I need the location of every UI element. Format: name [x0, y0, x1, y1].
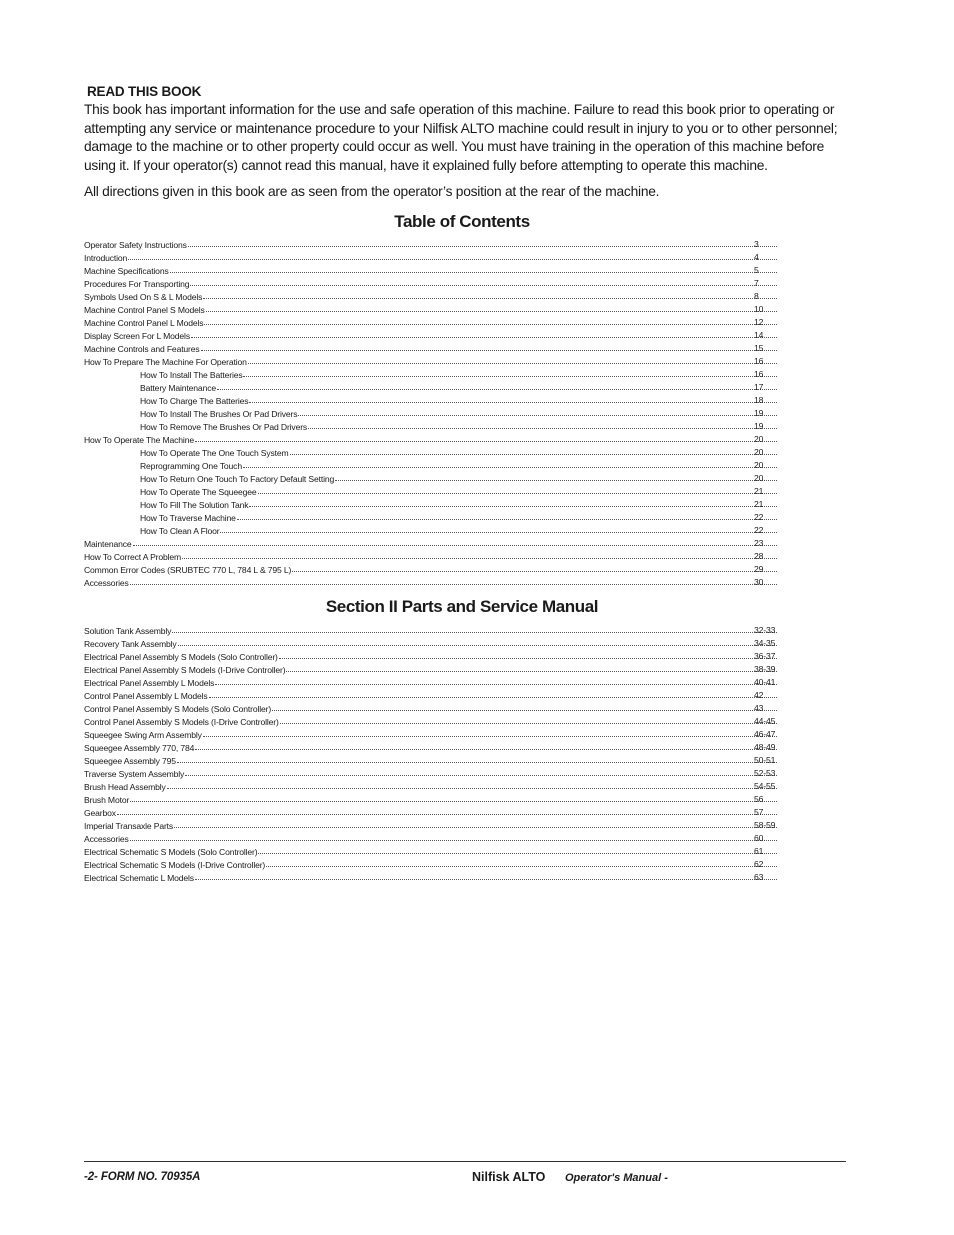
toc-entry-page-number: 22: [754, 511, 764, 522]
toc-entry-label: How To Operate The Machine: [84, 434, 194, 445]
toc-entry-page-number: 15: [754, 342, 764, 353]
parts-entry-page-number: 60: [754, 832, 764, 843]
dot-leader: [220, 523, 777, 533]
read-this-book-heading: READ THIS BOOK: [87, 84, 202, 99]
parts-entry-label: Imperial Transaxle Parts: [84, 820, 174, 831]
parts-entry-page-number: 43: [754, 702, 764, 713]
toc-entry-label: Symbols Used On S & L Models: [84, 291, 203, 302]
parts-entry-page-number: 63: [754, 871, 764, 882]
toc-entry-label: How To Clean A Floor: [140, 525, 220, 536]
dot-leader: [292, 562, 777, 572]
dot-leader: [130, 575, 777, 585]
toc-entry-label: How To Correct A Problem: [84, 551, 182, 562]
dot-leader: [308, 419, 777, 429]
toc-list: [84, 238, 840, 589]
parts-entry-page-number: 38-39: [754, 663, 776, 674]
toc-entry-page-number: 7: [754, 277, 759, 288]
toc-entry-label: Introduction: [84, 252, 128, 263]
directions-paragraph: All directions given in this book are as seen from the operator’s position at the rear of the machine.: [84, 184, 660, 199]
parts-entry-label: Electrical Schematic S Models (I-Drive Controller): [84, 859, 266, 870]
dot-leader: [204, 315, 777, 325]
toc-entry-label: Operator Safety Instructions: [84, 239, 187, 250]
dot-leader: [178, 636, 777, 646]
toc-entry-label: Machine Control Panel L Models: [84, 317, 204, 328]
dot-leader: [279, 649, 777, 659]
toc-entry-label: Machine Specifications: [84, 265, 169, 276]
parts-entry-page-number: 36-37: [754, 650, 776, 661]
toc-entry-label: Maintenance: [84, 538, 132, 549]
dot-leader: [290, 445, 777, 455]
parts-entry-label: Electrical Schematic L Models: [84, 872, 194, 883]
dot-leader: [335, 471, 777, 481]
toc-entry-page-number: 20: [754, 459, 764, 470]
dot-leader: [117, 805, 777, 815]
toc-entry-label: How To Install The Brushes Or Pad Drivers: [140, 408, 298, 419]
parts-entry-page-number: 34-35: [754, 637, 776, 648]
toc-entry-label: How To Operate The Squeegee: [140, 486, 257, 497]
dot-leader: [177, 753, 777, 763]
toc-entry-label: How To Prepare The Machine For Operation: [84, 356, 247, 367]
parts-entry-page-number: 61: [754, 845, 764, 856]
parts-entry-label: Accessories: [84, 833, 129, 844]
dot-leader: [258, 484, 777, 494]
parts-entry-label: Control Panel Assembly L Models: [84, 690, 208, 701]
toc-entry-page-number: 16: [754, 368, 764, 379]
toc-entry-label: Display Screen For L Models: [84, 330, 190, 341]
dot-leader: [215, 675, 777, 685]
toc-entry-page-number: 29: [754, 563, 764, 574]
toc-entry-page-number: 28: [754, 550, 764, 561]
parts-entry-label: Squeegee Swing Arm Assembly: [84, 729, 202, 740]
parts-entry-page-number: 40-41: [754, 676, 776, 687]
dot-leader: [133, 536, 777, 546]
parts-entry-label: Brush Motor: [84, 794, 130, 805]
footer-brand: Nilfisk ALTO: [472, 1170, 546, 1184]
parts-entry-page-number: 44-45: [754, 715, 776, 726]
intro-paragraph: This book has important information for the use and safe operation of this machine. Failure to read this book prior to operating or attempting any service or maintenance procedure to your Nilfisk ALTO machine could result in injury to you or to other personnel; damage to the machine or to other property could occur as well. You must have training in the operation of this machine before using it. If your operator(s) cannot read this manual, have it explained fully before attempting to operate this machine.: [84, 102, 838, 173]
dot-leader: [195, 740, 777, 750]
dot-leader: [182, 549, 777, 559]
dot-leader: [130, 792, 777, 802]
dot-leader: [195, 870, 777, 880]
toc-entry-label: Procedures For Transporting: [84, 278, 190, 289]
footer-manual-title: Operator's Manual -: [565, 1172, 668, 1184]
parts-entry-label: Control Panel Assembly S Models (I-Drive Controller): [84, 716, 279, 727]
dot-leader: [248, 354, 777, 364]
dot-leader: [174, 818, 777, 828]
toc-entry-page-number: 19: [754, 407, 764, 418]
parts-entry-page-number: 52-53: [754, 767, 776, 778]
dot-leader: [243, 458, 777, 468]
dot-leader: [237, 510, 777, 520]
page-content: [84, 84, 840, 884]
dot-leader: [195, 432, 777, 442]
dot-leader: [280, 714, 777, 724]
toc-entry-label: Reprogramming One Touch: [140, 460, 242, 471]
parts-entry-page-number: 58-59: [754, 819, 776, 830]
dot-leader: [266, 857, 777, 867]
parts-section-title: Section II Parts and Service Manual: [325, 596, 599, 616]
parts-entry-label: Traverse System Assembly: [84, 768, 185, 779]
toc-entry-page-number: 18: [754, 394, 764, 405]
parts-entry-page-number: 56: [754, 793, 764, 804]
parts-entry-page-number: 50-51: [754, 754, 776, 765]
toc-entry-label: How To Return One Touch To Factory Default Setting: [140, 473, 335, 484]
toc-entry-label: How To Install The Batteries: [140, 369, 243, 380]
parts-entry-page-number: 62: [754, 858, 764, 869]
toc-entry-page-number: 3: [754, 238, 759, 249]
page-footer: [84, 1169, 846, 1187]
dot-leader: [217, 380, 777, 390]
dot-leader: [206, 302, 777, 312]
dot-leader: [272, 701, 777, 711]
toc-entry-page-number: 10: [754, 303, 764, 314]
parts-entry-label: Electrical Panel Assembly L Models: [84, 677, 215, 688]
dot-leader: [258, 844, 777, 854]
toc-entry-page-number: 20: [754, 433, 764, 444]
dot-leader: [130, 831, 777, 841]
toc-entry-page-number: 17: [754, 381, 764, 392]
toc-entry-page-number: 14: [754, 329, 764, 340]
dot-leader: [203, 727, 777, 737]
dot-leader: [249, 497, 777, 507]
toc-entry-label: How To Fill The Solution Tank: [140, 499, 249, 510]
parts-entry-label: Squeegee Assembly 795: [84, 755, 176, 766]
toc-entry-page-number: 21: [754, 485, 764, 496]
toc-entry-label: Battery Maintenance: [140, 382, 216, 393]
toc-entry-page-number: 4: [754, 251, 759, 262]
dot-leader: [128, 250, 777, 260]
parts-list: [84, 624, 840, 884]
toc-entry-label: Machine Control Panel S Models: [84, 304, 205, 315]
toc-entry-page-number: 22: [754, 524, 764, 535]
parts-entry-label: Electrical Schematic S Models (Solo Controller): [84, 846, 258, 857]
parts-entry-page-number: 48-49: [754, 741, 776, 752]
toc-entry-page-number: 23: [754, 537, 764, 548]
parts-entry-label: Recovery Tank Assembly: [84, 638, 177, 649]
parts-entry-page-number: 32-33: [754, 624, 776, 635]
toc-entry-label: Accessories: [84, 577, 129, 588]
toc-entry-page-number: 8: [754, 290, 759, 301]
dot-leader: [191, 328, 777, 338]
toc-entry-page-number: 21: [754, 498, 764, 509]
parts-entry-page-number: 46-47: [754, 728, 776, 739]
dot-leader: [172, 623, 777, 633]
toc-entry-page-number: 16: [754, 355, 764, 366]
dot-leader: [286, 662, 777, 672]
dot-leader: [190, 276, 777, 286]
toc-entry-label: How To Traverse Machine: [140, 512, 236, 523]
toc-entry-page-number: 5: [754, 264, 759, 275]
toc-entry: [84, 576, 777, 589]
dot-leader: [185, 766, 777, 776]
toc-entry-label: How To Operate The One Touch System: [140, 447, 289, 458]
dot-leader: [167, 779, 777, 789]
toc-entry-page-number: 12: [754, 316, 764, 327]
toc-title: Table of Contents: [394, 211, 530, 231]
parts-entry-label: Brush Head Assembly: [84, 781, 166, 792]
dot-leader: [298, 406, 777, 416]
toc-entry-label: Common Error Codes (SRUBTEC 770 L, 784 L & 795 L): [84, 564, 292, 575]
toc-entry-page-number: 20: [754, 446, 764, 457]
dot-leader: [243, 367, 777, 377]
toc-entry-label: How To Charge The Batteries: [140, 395, 249, 406]
toc-entry-label: Machine Controls and Features: [84, 343, 200, 354]
dot-leader: [201, 341, 777, 351]
dot-leader: [249, 393, 777, 403]
parts-entry-label: Control Panel Assembly S Models (Solo Controller): [84, 703, 272, 714]
parts-entry-page-number: 57: [754, 806, 764, 817]
parts-entry-page-number: 42: [754, 689, 764, 700]
footer-form-number: -2- FORM NO. 70935A: [84, 1171, 201, 1183]
parts-entry-label: Solution Tank Assembly: [84, 625, 172, 636]
dot-leader: [203, 289, 777, 299]
parts-entry-page-number: 54-55: [754, 780, 776, 791]
parts-entry-label: Squeegee Assembly 770, 784: [84, 742, 195, 753]
parts-entry-label: Electrical Panel Assembly S Models (I-Drive Controller): [84, 664, 286, 675]
footer-divider: [84, 1161, 846, 1162]
dot-leader: [170, 263, 777, 273]
parts-entry-label: Electrical Panel Assembly S Models (Solo Controller): [84, 651, 278, 662]
dot-leader: [188, 237, 777, 247]
dot-leader: [209, 688, 777, 698]
toc-entry-label: How To Remove The Brushes Or Pad Drivers: [140, 421, 308, 432]
toc-entry-page-number: 19: [754, 420, 764, 431]
toc-entry-page-number: 20: [754, 472, 764, 483]
parts-entry-label: Gearbox: [84, 807, 116, 818]
parts-entry: [84, 871, 777, 884]
toc-entry-page-number: 30: [754, 576, 764, 587]
